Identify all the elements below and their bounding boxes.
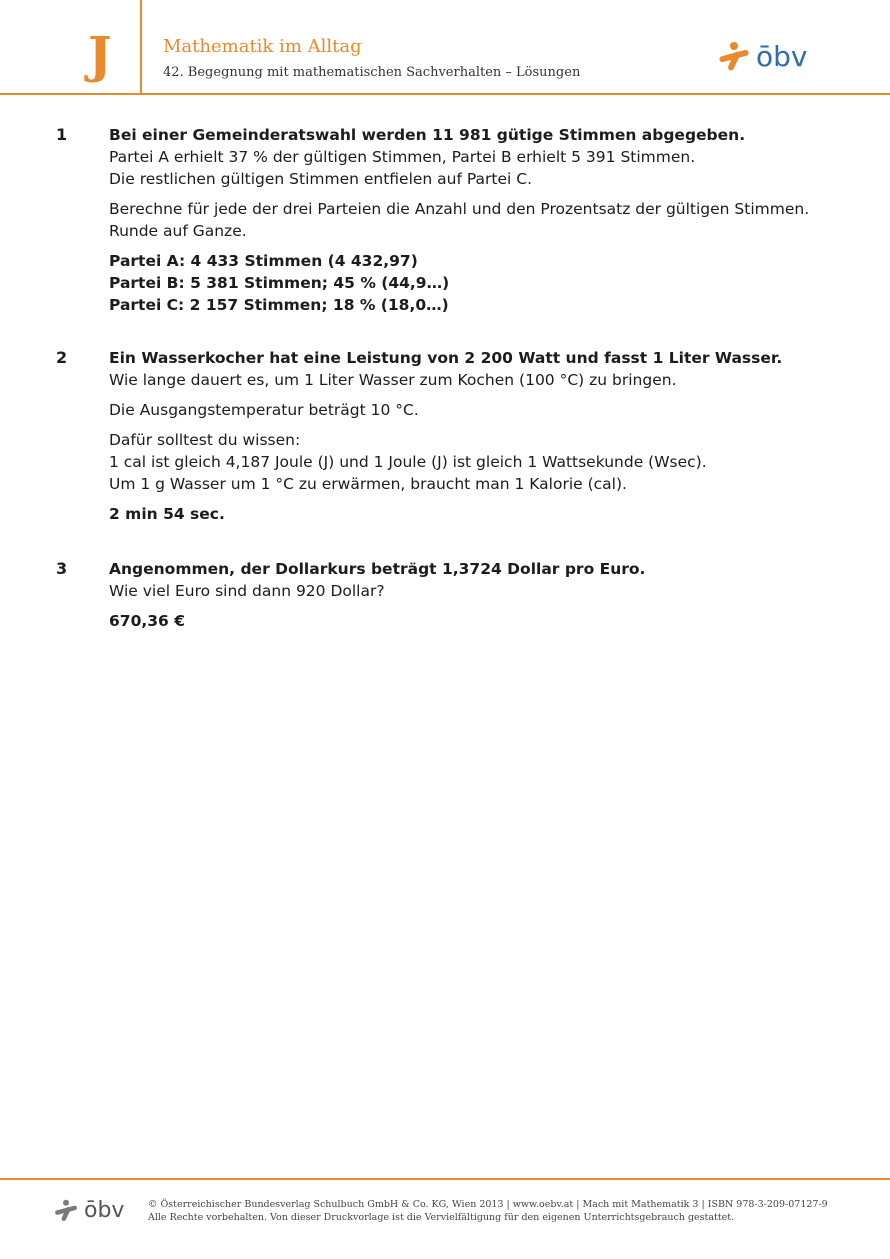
task-paragraph [109,369,829,391]
text-line: Partei A erhielt 37 % der gültigen Stimmen, Partei B erhielt 5 391 Stimmen. [109,148,696,166]
answer-line: 2 min 54 sec. [109,505,225,523]
text-line: Wie lange dauert es, um 1 Liter Wasser zum Kochen (100 °C) zu bringen. [109,371,677,389]
footer-line: Alle Rechte vorbehalten. Von dieser Druckvorlage ist die Vervielfältigung für den eigenen Unterrichtsgebrauch gestattet. [148,1212,735,1223]
page-header [0,0,890,95]
text-line: 1 cal ist gleich 4,187 Joule (J) und 1 Joule (J) ist gleich 1 Wattsekunde (Wsec). [109,453,707,471]
task-paragraph [109,580,829,602]
task-paragraph [109,146,829,190]
header-title: Mathematik im Alltag [163,36,362,57]
answer-line: 670,36 € [109,612,185,630]
text-line: Wie viel Euro sind dann 920 Dollar? [109,582,385,600]
task-lead: Ein Wasserkocher hat eine Leistung von 2 200 Watt und fasst 1 Liter Wasser. [109,349,783,367]
text-line: Die Ausgangstemperatur beträgt 10 °C. [109,401,419,419]
task-body [109,124,829,316]
footer-logo [54,1198,124,1223]
publisher-logo [718,40,807,73]
task-paragraph [109,198,829,242]
task-body [109,558,829,632]
task-number: 1 [56,125,68,144]
answer-line: Partei C: 2 157 Stimmen; 18 % (18,0…) [109,296,449,314]
task-number: 2 [56,348,68,367]
task-answer [109,503,829,525]
logo-text: ōbv [84,1198,125,1223]
task-paragraph [109,399,829,421]
text-line: Dafür solltest du wissen: [109,431,301,449]
task-body [109,347,829,525]
star-burst-icon [718,41,750,73]
text-line: Berechne für jede der drei Parteien die Anzahl und den Prozentsatz der gültigen Stimmen. [109,200,810,218]
chapter-letter: J [88,25,112,84]
answer-line: Partei B: 5 381 Stimmen; 45 % (44,9…) [109,274,450,292]
task-lead: Angenommen, der Dollarkurs beträgt 1,3724 Dollar pro Euro. [109,560,646,578]
footer-line: © Österreichischer Bundesverlag Schulbuch GmbH & Co. KG, Wien 2013 | www.oebv.at | Mach mit Mathematik 3 | ISBN 978-3-209-07127-9 [148,1199,828,1210]
text-line: Runde auf Ganze. [109,222,247,240]
task-paragraph [109,429,829,495]
footer-rule [0,1178,890,1180]
star-burst-icon [54,1199,78,1223]
task-lead: Bei einer Gemeinderatswahl werden 11 981 gütige Stimmen abgegeben. [109,126,746,144]
header-rule [0,93,890,95]
header-divider [140,0,142,95]
task-number: 3 [56,559,68,578]
text-line: Um 1 g Wasser um 1 °C zu erwärmen, braucht man 1 Kalorie (cal). [109,475,627,493]
task-answer [109,610,829,632]
answer-line: Partei A: 4 433 Stimmen (4 432,97) [109,252,418,270]
header-subtitle: 42. Begegnung mit mathematischen Sachverhalten – Lösungen [163,65,581,80]
logo-text: ōbv [756,40,808,73]
task-answer [109,250,829,316]
footer-copyright [148,1198,828,1224]
text-line: Die restlichen gültigen Stimmen entfielen auf Partei C. [109,170,533,188]
